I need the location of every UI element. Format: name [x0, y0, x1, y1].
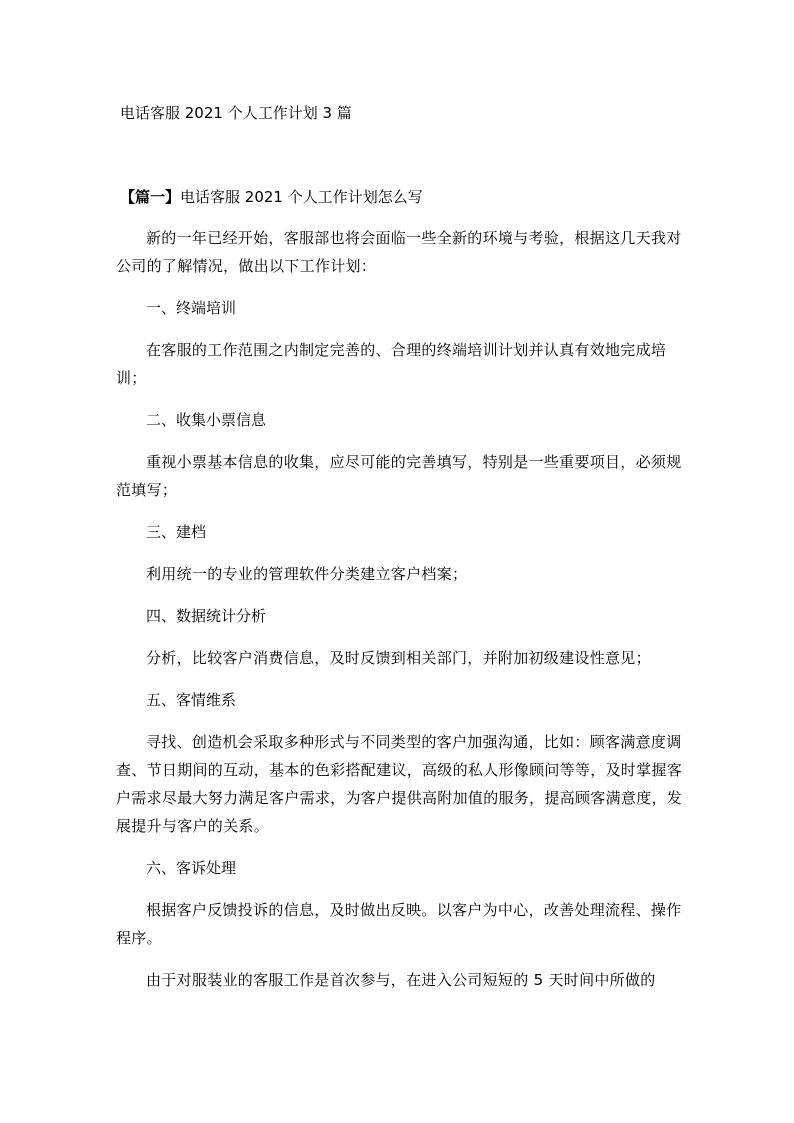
- section-heading: [120, 187, 423, 207]
- item-text: 寻找、创造机会采取多种形式与不同类型的客户加强沟通，比如：顾客满意度调查、节日期间的互动，基本的色彩搭配建议，高级的私人形像顾问等等，及时掌握客户需求尽最大努力满足客户需求，为客户提供高附加值的服务，提高顾客满意度，发展提升与客户的关系。: [116, 733, 683, 835]
- item-text: 分析，比较客户消费信息，及时反馈到相关部门，并附加初级建设性意见；: [146, 649, 651, 667]
- item-text: 在客服的工作范围之内制定完善的、合理的终端培训计划并认真有效地完成培训；: [116, 341, 667, 387]
- section-title: 电话客服 2021 个人工作计划怎么写: [180, 188, 423, 206]
- item-heading: 二、收集小票信息: [146, 411, 267, 429]
- document-body: [116, 224, 684, 1008]
- item-text: 根据客户反馈投诉的信息，及时做出反映。以客户为中心，改善处理流程、操作程序。: [116, 901, 682, 947]
- item-heading: 一、终端培训: [146, 299, 237, 317]
- intro-paragraph: 新的一年已经开始，客服部也将会面临一些全新的环境与考验，根据这几天我对公司的了解情况，做出以下工作计划：: [116, 229, 682, 275]
- item-text: 重视小票基本信息的收集，应尽可能的完善填写，特别是一些重要项目，必须规范填写；: [116, 453, 682, 499]
- item-heading: 四、数据统计分析: [146, 607, 267, 625]
- item-heading: 六、客诉处理: [146, 859, 237, 877]
- section-label: 【篇一】: [120, 188, 181, 206]
- closing-paragraph: 由于对服装业的客服工作是首次参与，在进入公司短短的 5 天时间中所做的: [146, 971, 656, 989]
- item-heading: 五、客情维系: [146, 691, 237, 709]
- item-heading: 三、建档: [146, 523, 207, 541]
- item-text: 利用统一的专业的管理软件分类建立客户档案；: [146, 565, 468, 583]
- document-title: 电话客服 2021 个人工作计划 3 篇: [120, 104, 352, 122]
